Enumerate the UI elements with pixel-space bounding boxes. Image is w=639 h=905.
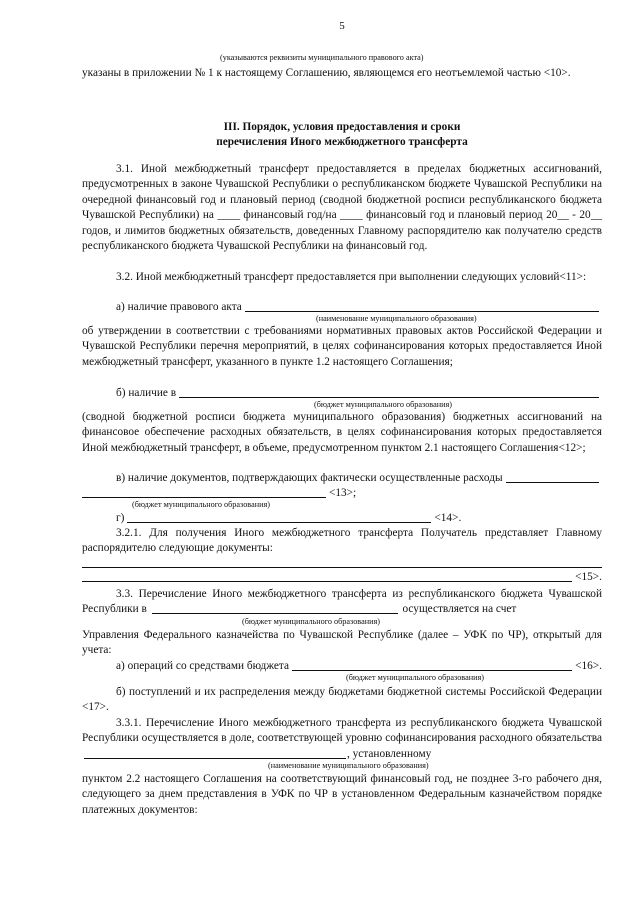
section-title-line-2: перечисления Иного межбюджетного трансферта bbox=[216, 136, 468, 148]
documents-row-2 bbox=[82, 570, 602, 585]
condition-g-label: г) bbox=[116, 512, 125, 524]
paragraph-3-3-continuation: Управления Федерального казначейства по Чувашской Республике (далее – УФК по ЧР), открытый для учета: bbox=[82, 629, 602, 657]
condition-b-row bbox=[82, 386, 602, 401]
paragraph-3-2: 3.2. Иной межбюджетный трансферт предоставляется при выполнении следующих условий<11>: bbox=[116, 271, 587, 283]
condition-v-blank-2 bbox=[82, 486, 326, 498]
mo-name-hint-2: (наименование муниципального образования) bbox=[268, 761, 429, 770]
act-requisites-hint: (указываются реквизиты муниципального правового акта) bbox=[220, 53, 424, 62]
condition-a-continuation: об утверждении в соответствии с требованиями нормативных правовых актов Российской Федерации и Чувашской Республики перечня мероприятий, в целях софинансирования которых предоставляется Иной межбюджетный трансферт, указанного в пункте 1.2 настоящего Соглашения; bbox=[82, 325, 602, 368]
account-a-blank bbox=[292, 659, 572, 671]
paragraph-3-2-1: 3.2.1. Для получения Иного межбюджетного трансферта Получатель представляет Главному распорядителю следующие документы: bbox=[82, 527, 602, 555]
documents-blank-line-2 bbox=[82, 570, 572, 582]
paragraph-3-1: 3.1. Иной межбюджетный трансферт предоставляется в пределах бюджетных ассигнований, предусмотренных в законе Чувашской Республики о республиканском бюджете Чувашской Республики на очередной финансовый год и плановый период (сводной бюджетной росписи республиканского бюджета Чувашской Республики) на ____ финансовый год/на ____ финансовый год и плановый период 20__ - 20__ годов, и лимитов бюджетных обязательств, доведенных Главному распорядителю как получателю средств республиканского бюджета Чувашской Республики на финансовый год. bbox=[82, 163, 602, 253]
paragraph-3-3-1-blank bbox=[84, 747, 346, 759]
paragraph-3-3-blank bbox=[152, 602, 398, 614]
condition-v-label: в) наличие документов, подтверждающих фактически осуществленные расходы bbox=[116, 472, 503, 484]
mo-budget-hint-2: (бюджет муниципального образования) bbox=[132, 500, 270, 509]
condition-b-label: б) наличие в bbox=[116, 387, 177, 399]
documents-blank-line-1 bbox=[82, 567, 602, 568]
paragraph-3-3-1-continuation: пунктом 2.2 настоящего Соглашения на соответствующий финансовый год, не позднее 3-го рабочего дня, следующего за днем представления в УФК по ЧР в установленном Федеральным казначейством порядке платежных документов: bbox=[82, 773, 602, 816]
ref-16: <16>. bbox=[575, 660, 602, 672]
mo-budget-hint-4: (бюджет муниципального образования) bbox=[346, 673, 484, 682]
condition-v-row-2 bbox=[82, 486, 602, 501]
condition-g-row bbox=[82, 511, 602, 526]
condition-a-row bbox=[82, 300, 602, 315]
paragraph-3-3-start: 3.3. Перечисление Иного межбюджетного трансферта из республиканского бюджета Чувашской Республики в bbox=[82, 588, 602, 616]
condition-v-row bbox=[82, 471, 602, 486]
condition-a-blank bbox=[245, 300, 599, 312]
account-a-label: а) операций со средствами бюджета bbox=[116, 660, 289, 672]
account-a-row bbox=[82, 659, 602, 674]
account-b-paragraph: б) поступлений и их распределения между бюджетами бюджетной системы Российской Федерации <17>. bbox=[82, 686, 602, 714]
mo-name-hint-1: (наименование муниципального образования) bbox=[316, 314, 477, 323]
ref-14: <14>. bbox=[434, 512, 462, 524]
condition-g-blank bbox=[127, 511, 431, 523]
paragraph-3-3-1-start: 3.3.1. Перечисление Иного межбюджетного трансферта из республиканского бюджета Чувашской Республики осуществляется в доле, соответствующей уровню софинансирования расходного обязательства bbox=[82, 717, 602, 745]
intro-paragraph: указаны в приложении № 1 к настоящему Соглашению, являющемся его неотъемлемой частью <10>. bbox=[82, 67, 571, 79]
condition-b-continuation: (сводной бюджетной росписи бюджета муниципального образования) бюджетных ассигнований на финансовое обеспечение расходных обязательств, в целях софинансирования которых предоставляется Иной межбюджетный трансферт, в объеме, предусмотренном пунктом 2.1 настоящего Соглашения<12>; bbox=[82, 411, 602, 454]
section-title-line-1: III. Порядок, условия предоставления и сроки bbox=[223, 121, 461, 133]
paragraph-3-3-1 bbox=[82, 716, 602, 762]
mo-budget-hint-1: (бюджет муниципального образования) bbox=[314, 400, 452, 409]
paragraph-3-3-end: осуществляется на счет bbox=[402, 603, 517, 616]
condition-a-label: а) наличие правового акта bbox=[116, 301, 242, 313]
ref-13: <13>; bbox=[329, 487, 357, 499]
paragraph-3-3-1-end: , установленному bbox=[347, 747, 432, 760]
page-number: 5 bbox=[339, 20, 345, 32]
ref-15: <15>. bbox=[575, 571, 602, 583]
condition-v-blank bbox=[506, 471, 599, 483]
mo-budget-hint-3: (бюджет муниципального образования) bbox=[242, 617, 380, 626]
paragraph-3-3 bbox=[82, 587, 602, 618]
condition-b-blank bbox=[179, 386, 599, 398]
